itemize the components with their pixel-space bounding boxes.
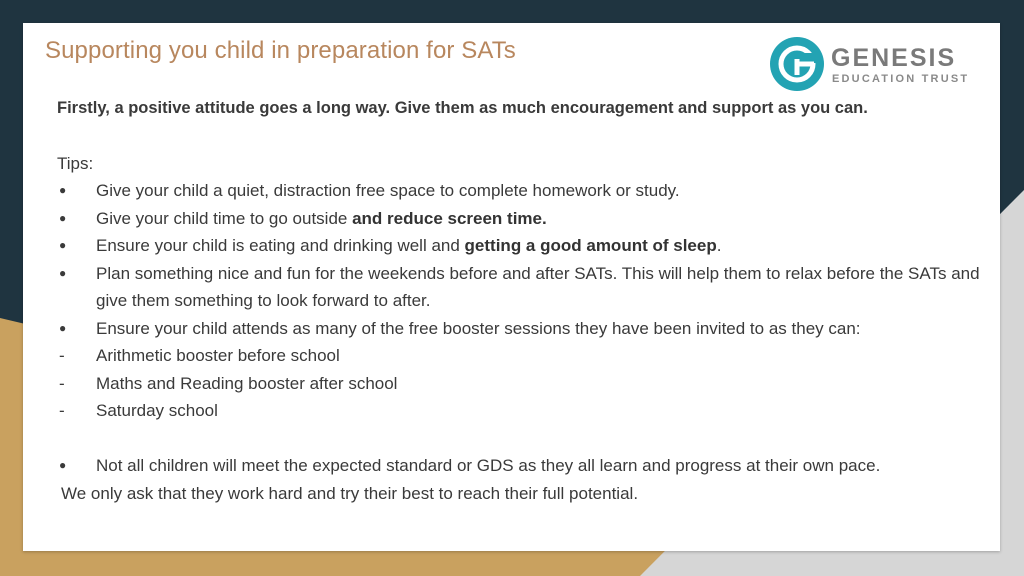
bullet-icon: ● bbox=[59, 265, 67, 280]
closing-text: We only ask that they work hard and try their best to reach their full potential. bbox=[61, 483, 639, 503]
bullet-icon: ● bbox=[59, 238, 67, 252]
session-item bbox=[57, 342, 987, 370]
dash-marker: - bbox=[59, 401, 65, 420]
tip-text bbox=[96, 232, 987, 260]
intro-text: Firstly, a positive attitude goes a long way. Give them as much encouragement and support as you can. bbox=[57, 99, 868, 117]
slide-content bbox=[57, 95, 987, 507]
tip-item bbox=[57, 177, 987, 205]
session-text: Arithmetic booster before school bbox=[96, 346, 340, 365]
spacer bbox=[57, 425, 987, 453]
session-text: Maths and Reading booster after school bbox=[96, 373, 398, 393]
tip-item bbox=[57, 315, 987, 343]
tip-text: Give your child a quiet, distraction free space to complete homework or study. bbox=[96, 181, 680, 200]
tip-item bbox=[57, 452, 987, 480]
tip-item bbox=[57, 260, 987, 315]
tip-text: Ensure your child attends as many of the free booster sessions they have been invited to as they can: bbox=[96, 318, 861, 338]
tip-text bbox=[96, 205, 987, 233]
bullet-icon: ● bbox=[59, 320, 67, 335]
tip-item bbox=[57, 205, 987, 233]
bullet-icon: ● bbox=[59, 458, 67, 472]
session-item bbox=[57, 397, 987, 425]
tips-label: Tips: bbox=[57, 153, 94, 173]
dash-marker: - bbox=[59, 373, 65, 393]
slide-title: Supporting you child in preparation for SATs bbox=[45, 37, 516, 64]
bullet-icon: ● bbox=[59, 210, 67, 225]
tip-text-end: . bbox=[716, 236, 722, 255]
session-item bbox=[57, 370, 987, 398]
genesis-logo bbox=[768, 35, 968, 93]
tip-item bbox=[57, 232, 987, 260]
tip-text-regular: Ensure your child is eating and drinking well and bbox=[96, 236, 465, 255]
logo-name: GENESIS bbox=[831, 44, 957, 72]
final-tip-text: Not all children will meet the expected standard or GDS as they all learn and progress at their own pace. bbox=[96, 456, 881, 475]
tip-text-bold: getting a good amount of sleep bbox=[464, 236, 717, 255]
dash-marker: - bbox=[59, 346, 65, 365]
session-text: Saturday school bbox=[96, 401, 218, 420]
tip-text-bold: and reduce screen time. bbox=[352, 208, 547, 228]
genesis-g-icon bbox=[768, 35, 826, 93]
tip-text: Plan something nice and fun for the weekends before and after SATs. This will help them to relax before the SATs and give them something to look forward to after. bbox=[96, 263, 980, 310]
tip-text-regular: Give your child time to go outside bbox=[96, 208, 353, 228]
logo-subtitle: EDUCATION TRUST bbox=[832, 73, 970, 85]
slide-card bbox=[23, 23, 1000, 551]
bullet-icon: ● bbox=[59, 183, 67, 197]
